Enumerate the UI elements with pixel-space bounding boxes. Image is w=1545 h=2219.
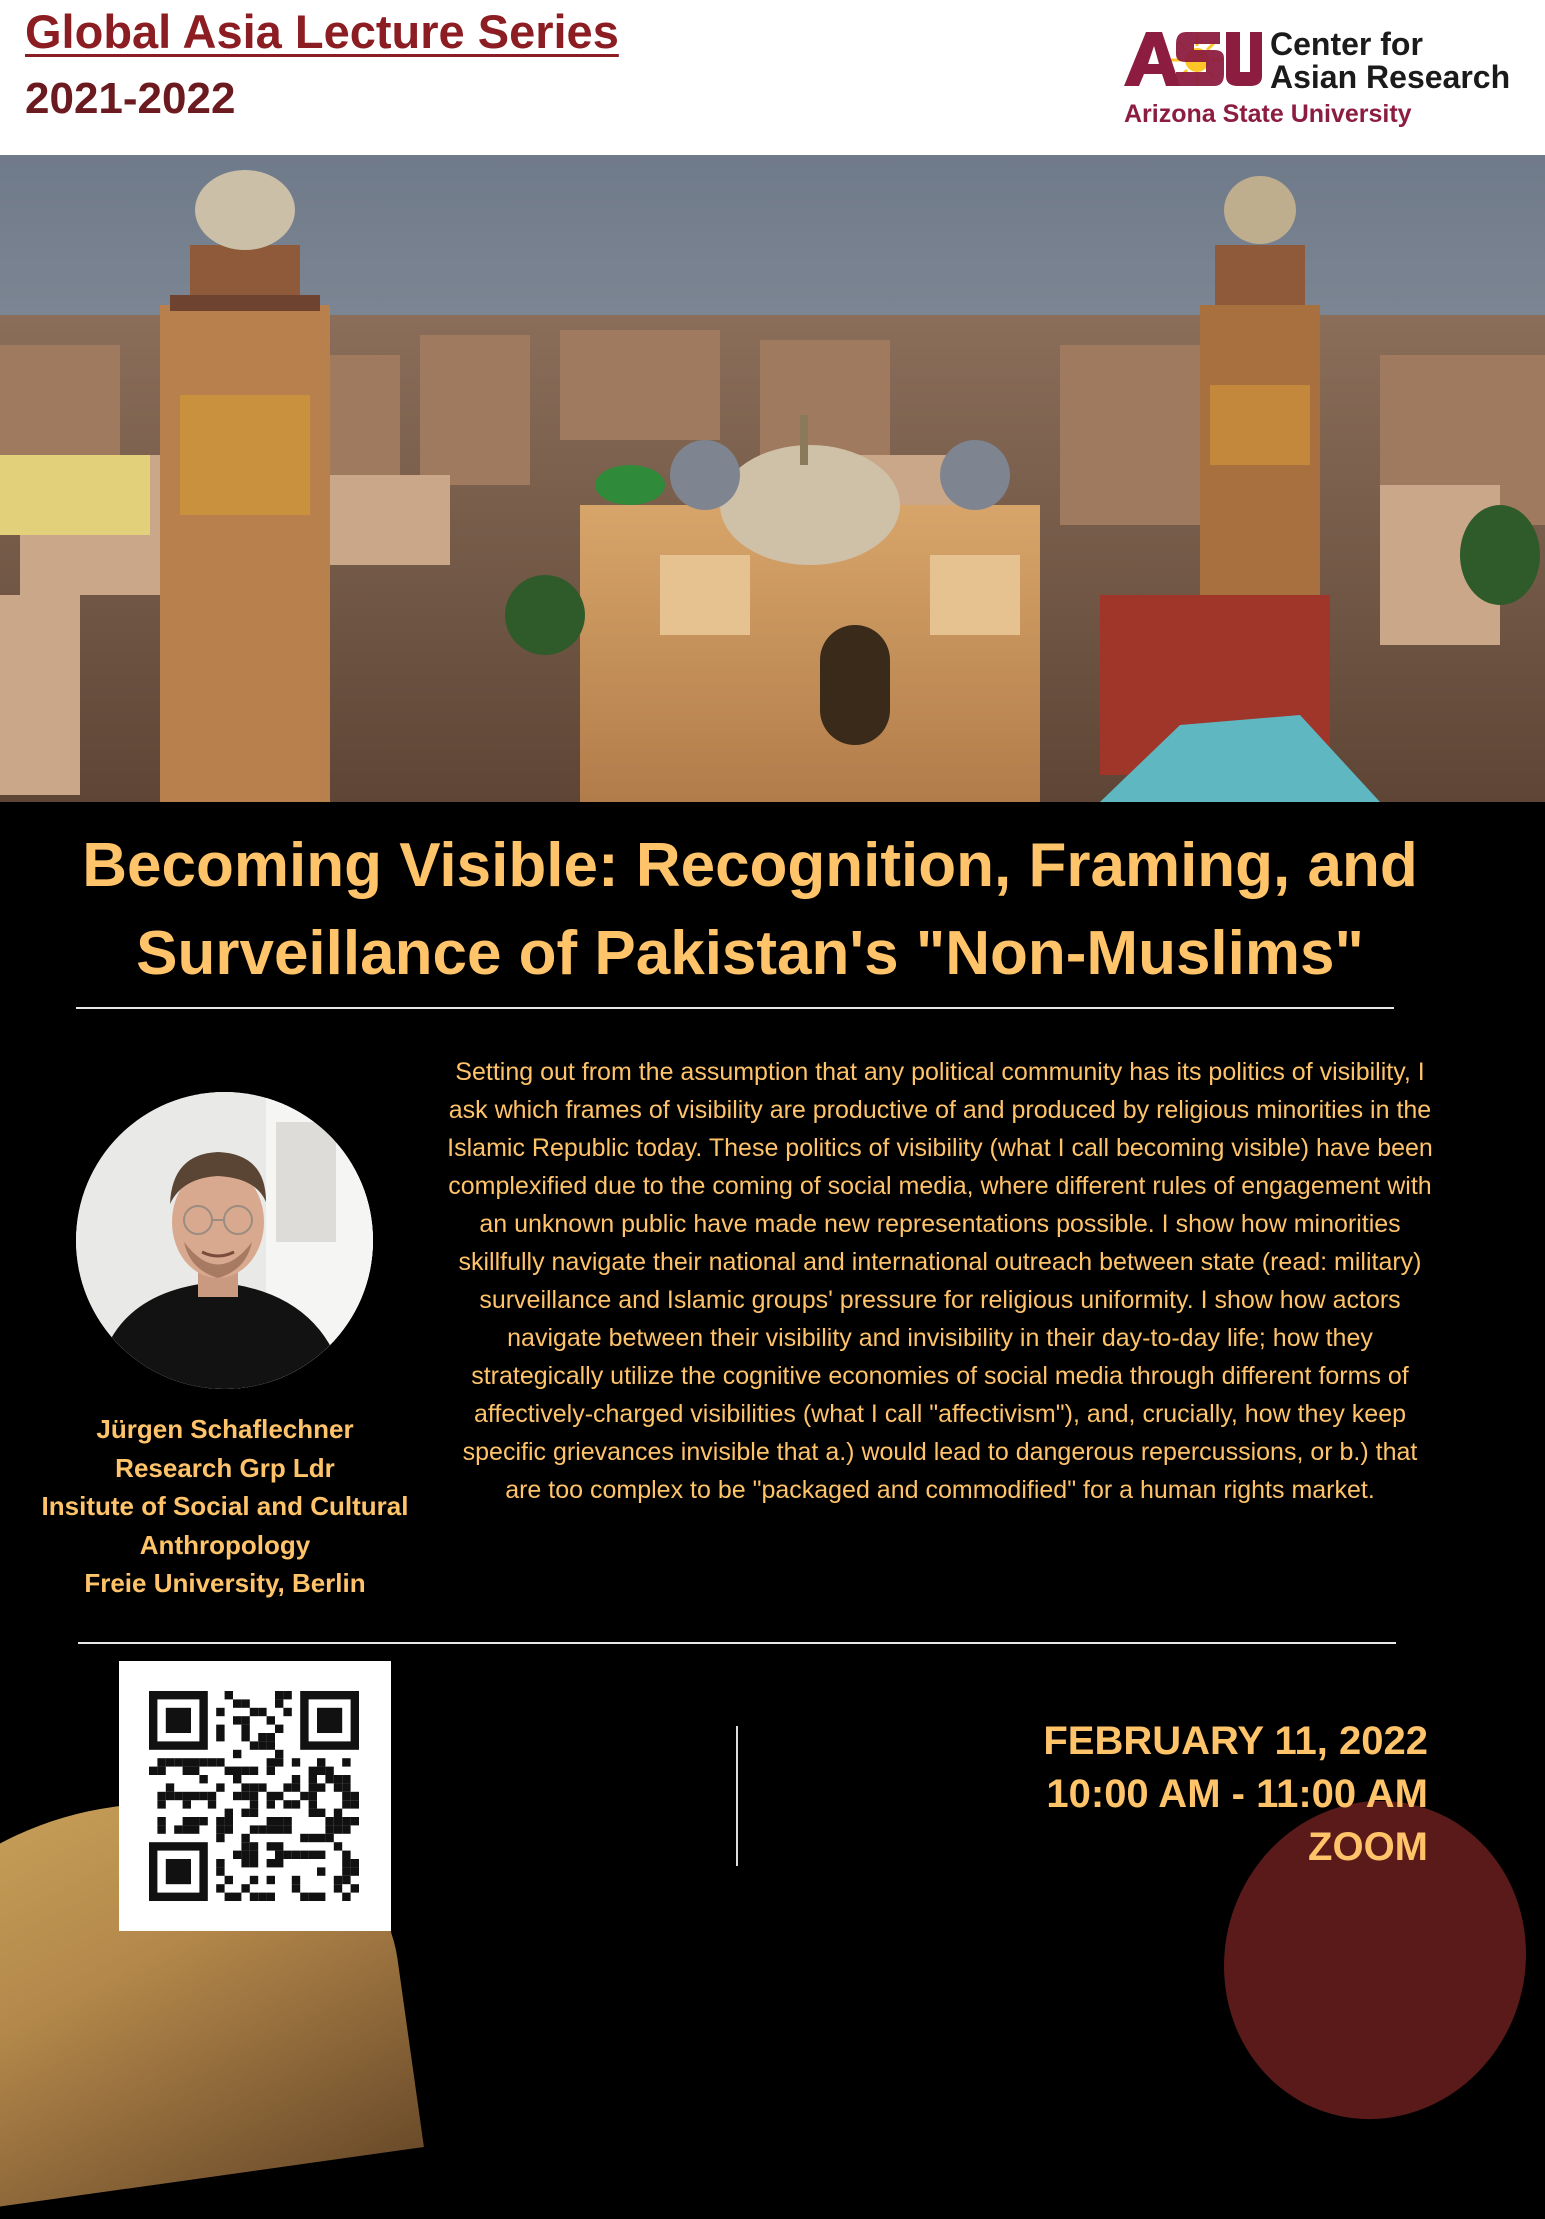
divider-top xyxy=(76,1007,1394,1009)
speaker-info xyxy=(10,1410,440,1603)
asu-center-logo xyxy=(1122,28,1522,138)
event-time: 10:00 AM - 11:00 AM xyxy=(1046,1772,1428,1816)
talk-title xyxy=(30,822,1470,998)
series-years: 2021-2022 xyxy=(25,74,236,123)
speaker-role: Research Grp Ldr xyxy=(115,1452,335,1483)
university-name: Arizona State University xyxy=(1124,100,1412,128)
talk-title-line2: Surveillance of Pakistan's "Non-Muslims" xyxy=(136,919,1364,988)
speaker-name: Jürgen Schaflechner xyxy=(96,1414,354,1444)
header xyxy=(0,0,1545,155)
divider-bottom xyxy=(78,1642,1396,1644)
series-title: Global Asia Lecture Series xyxy=(25,5,619,58)
talk-abstract: Setting out from the assumption that any political community has its politics of visibility, I ask which frames of visibility are productive of and produced by religious minorities in the Islamic Republic today. These politics of visibility (what I call becoming visible) have been complexified due to the coming of social media, where different rules of engagement with an unknown public have made new representations possible. I show how minorities skillfully navigate their national and international outreach between state (read: military) surveillance and Islamic groups' pressure for religious uniformity. I show how actors navigate between their visibility and invisibility in their day-to-day life; how they strategically utilize the cognitive economies of social media through different forms of affectively-charged visibilities (what I call "affectivism"), and, crucially, how they keep specific grievances invisible that a.) would lead to dangerous repercussions, or b.) that are too complex to be "packaged and commodified" for a human rights market. xyxy=(447,1058,1433,1504)
vertical-divider xyxy=(736,1726,738,1866)
event-details xyxy=(900,1715,1428,1874)
center-name-line1: Center for xyxy=(1270,26,1423,62)
speaker-portrait xyxy=(76,1092,373,1389)
qr-code-icon xyxy=(119,1661,391,1931)
mosque-cityscape-photo xyxy=(0,155,1545,802)
speaker-institute-line2: Anthropology xyxy=(139,1529,311,1560)
center-name-line2: Asian Research xyxy=(1270,59,1511,95)
speaker-university: Freie University, Berlin xyxy=(84,1568,366,1598)
registration-qr-code[interactable] xyxy=(119,1661,391,1931)
asu-logo-mark xyxy=(1122,28,1262,90)
talk-title-line1: Becoming Visible: Recognition, Framing, and xyxy=(82,831,1418,900)
event-date: FEBRUARY 11, 2022 xyxy=(1043,1719,1428,1763)
center-name xyxy=(1270,28,1510,94)
speaker-institute-line1: Insitute of Social and Cultural xyxy=(41,1491,409,1521)
event-location: ZOOM xyxy=(1308,1825,1428,1869)
